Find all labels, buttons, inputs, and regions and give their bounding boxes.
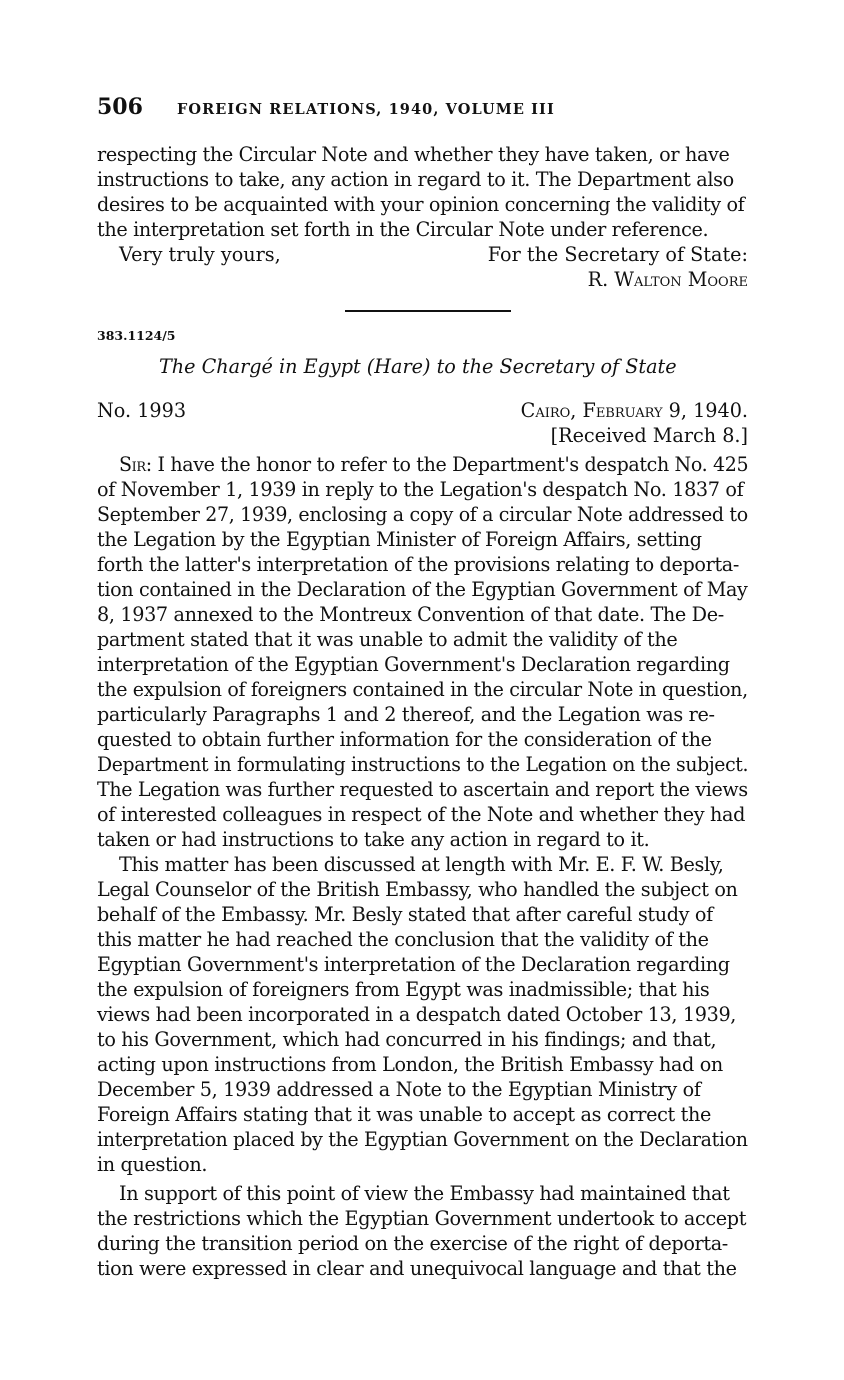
document-title: The Chargé in Egypt (Hare) to the Secretary of State [159,355,677,378]
text-line: instructions to take, any action in regard to it. The Department also [97,168,734,191]
text-line: Department in formulating instructions to the Legation on the subject. [97,753,749,776]
text-line: partment stated that it was unable to admit the validity of the [97,628,678,651]
text-line: the expulsion of foreigners from Egypt was inadmissible; that his [97,978,710,1001]
place-date-text: Cairo, February 9, 1940. [520,399,748,422]
text-line: the interpretation set forth in the Circular Note under reference. [97,218,709,241]
text-line: The Legation was further requested to ascertain and report the views [97,778,748,801]
text-line: forth the latter's interpretation of the provisions relating to deporta- [97,553,740,576]
text-line: Legal Counselor of the British Embassy, who handled the subject on [97,878,738,901]
text-line: 8, 1937 annexed to the Montreux Convention of that date. The De- [97,603,724,626]
paragraph-1-first-line [119,452,748,477]
file-number: 383.1124/5 [97,328,176,343]
text-line: this matter he had reached the conclusion that the validity of the [97,928,709,951]
text-line: Foreign Affairs stating that it was unable to accept as correct the [97,1103,711,1126]
text-line: the restrictions which the Egyptian Government undertook to accept [97,1207,747,1230]
text-line: taken or had instructions to take any action in regard to it. [97,828,650,851]
received-date: [Received March 8.] [550,424,748,447]
despatch-number: No. 1993 [97,399,187,422]
text-line: This matter has been discussed at length with Mr. E. F. W. Besly, [119,853,724,876]
text-line: acting upon instructions from London, the British Embassy had on [97,1053,723,1076]
text-line: Egyptian Government's interpretation of the Declaration regarding [97,953,730,976]
text-line: desires to be acquainted with your opinion concerning the validity of [97,193,745,216]
place-date [521,398,748,423]
text-line: quested to obtain further information for the consideration of the [97,728,712,751]
text-line: In support of this point of view the Embassy had maintained that [119,1182,730,1205]
text-line: I have the honor to refer to the Department's despatch No. 425 [157,453,749,476]
text-line: interpretation of the Egyptian Government's Declaration regarding [97,653,730,676]
text-line: particularly Paragraphs 1 and 2 thereof, and the Legation was re- [97,703,715,726]
text-line: behalf of the Embassy. Mr. Besly stated that after careful study of [97,903,713,926]
page-number: 506 [97,94,143,120]
text-line: tion were expressed in clear and unequivocal language and that the [97,1257,737,1280]
text-line: to his Government, which had concurred in his findings; and that, [97,1028,717,1051]
salutation: Sir: [119,453,152,476]
text-line: interpretation placed by the Egyptian Government on the Declaration [97,1128,748,1151]
text-line: the expulsion of foreigners contained in the circular Note in question, [97,678,748,701]
text-line: tion contained in the Declaration of the Egyptian Government of May [97,578,748,601]
text-line: views had been incorporated in a despatch dated October 13, 1939, [97,1003,737,1026]
text-line: of November 1, 1939 in reply to the Legation's despatch No. 1837 of [97,478,744,501]
text-line: respecting the Circular Note and whether they have taken, or have [97,143,730,166]
signer-name: R. Walton Moore [587,268,748,291]
signature-line: For the Secretary of State: [487,243,748,266]
text-line: of interested colleagues in respect of the Note and whether they had [97,803,746,826]
text-line: September 27, 1939, enclosing a copy of a circular Note addressed to [97,503,748,526]
running-title: FOREIGN RELATIONS, 1940, VOLUME III [176,101,555,118]
letter-closing: Very truly yours, [119,243,281,266]
text-line: December 5, 1939 addressed a Note to the Egyptian Ministry of [97,1078,701,1101]
text-line: in question. [97,1153,208,1176]
text-line: the Legation by the Egyptian Minister of Foreign Affairs, setting [97,528,702,551]
text-line: during the transition period on the exercise of the right of deporta- [97,1232,728,1255]
section-divider [345,310,511,312]
page-header [97,94,748,124]
